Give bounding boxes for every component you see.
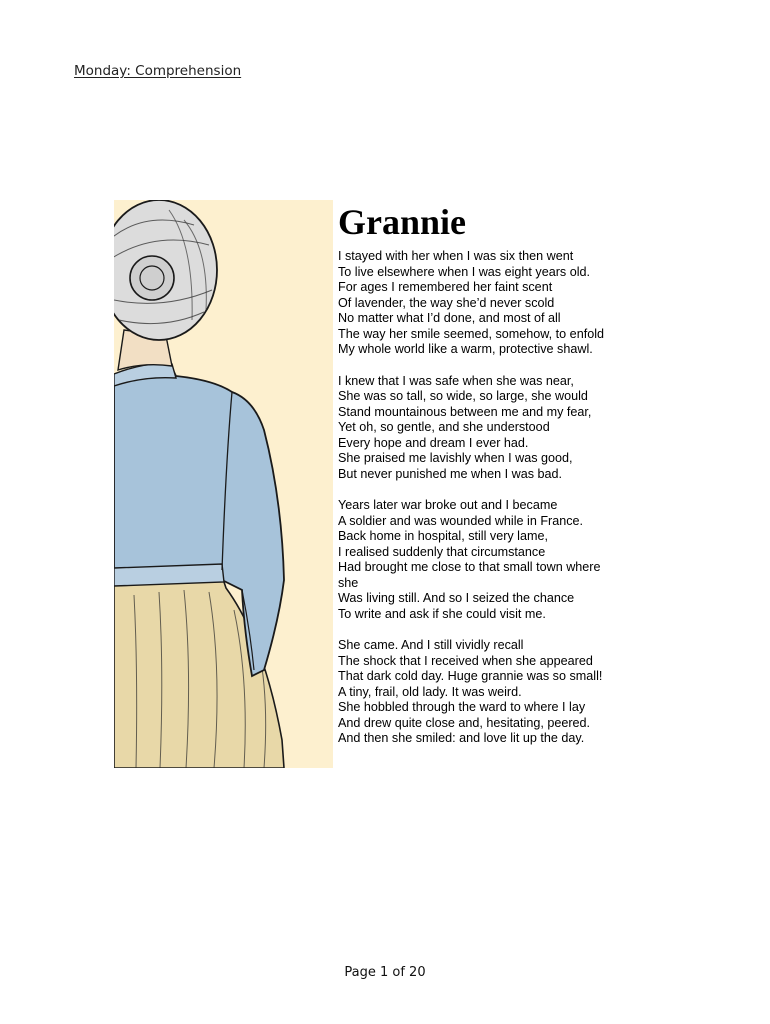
poem-line: Was living still. And so I seized the chance [338, 591, 575, 605]
poem-line: That dark cold day. Huge grannie was so small! [338, 669, 603, 683]
poem-line: And then she smiled: and love lit up the day. [338, 731, 585, 745]
poem-line: No matter what I’d done, and most of all [338, 311, 561, 325]
poem-line: I stayed with her when I was six then went [338, 249, 574, 263]
granny-back-view-illustration [114, 200, 333, 768]
page-number: Page 1 of 20 [344, 965, 426, 980]
stanza-2 [338, 374, 658, 483]
poem-line: To live elsewhere when I was eight years old. [338, 264, 591, 279]
granny-illustration [114, 200, 333, 768]
poem-line: And drew quite close and, hesitating, peered. [338, 715, 591, 730]
poem-line: The way her smile seemed, somehow, to enfold [338, 326, 604, 341]
poem-line: Back home in hospital, still very lame, [338, 529, 548, 543]
poem-line: Had brought me close to that small town where [338, 560, 601, 574]
poem-title: Grannie [338, 202, 467, 242]
poem-line: But never punished me when I was bad. [338, 466, 563, 481]
poem-line: For ages I remembered her faint scent [338, 280, 553, 294]
poem-line: To write and ask if she could visit me. [338, 606, 546, 621]
poem-line: Every hope and dream I ever had. [338, 435, 529, 450]
poem-line: I realised suddenly that circumstance [338, 544, 546, 559]
poem-line: A tiny, frail, old lady. It was weird. [338, 684, 522, 699]
section-header: Monday: Comprehension [74, 63, 242, 79]
poem-line: I knew that I was safe when she was near, [338, 373, 574, 388]
poem-line: The shock that I received when she appeared [338, 653, 593, 668]
poem-line: She came. And I still vividly recall [338, 638, 524, 652]
poem-line: My whole world like a warm, protective shawl. [338, 342, 593, 356]
poem-line: She hobbled through the ward to where I lay [338, 700, 586, 714]
poem [338, 200, 658, 763]
poem-line: she [338, 575, 359, 590]
poem-line: She praised me lavishly when I was good, [338, 451, 573, 465]
poem-line: She was so tall, so wide, so large, she would [338, 389, 588, 403]
poem-line: Years later war broke out and I became [338, 498, 558, 512]
stanza-1 [338, 249, 658, 358]
poem-line: A soldier and was wounded while in France. [338, 513, 584, 528]
stanza-3 [338, 498, 658, 622]
stanza-4 [338, 638, 658, 747]
poem-line: Stand mountainous between me and my fear, [338, 404, 592, 419]
poem-line: Yet oh, so gentle, and she understood [338, 420, 550, 434]
poem-line: Of lavender, the way she’d never scold [338, 295, 555, 310]
